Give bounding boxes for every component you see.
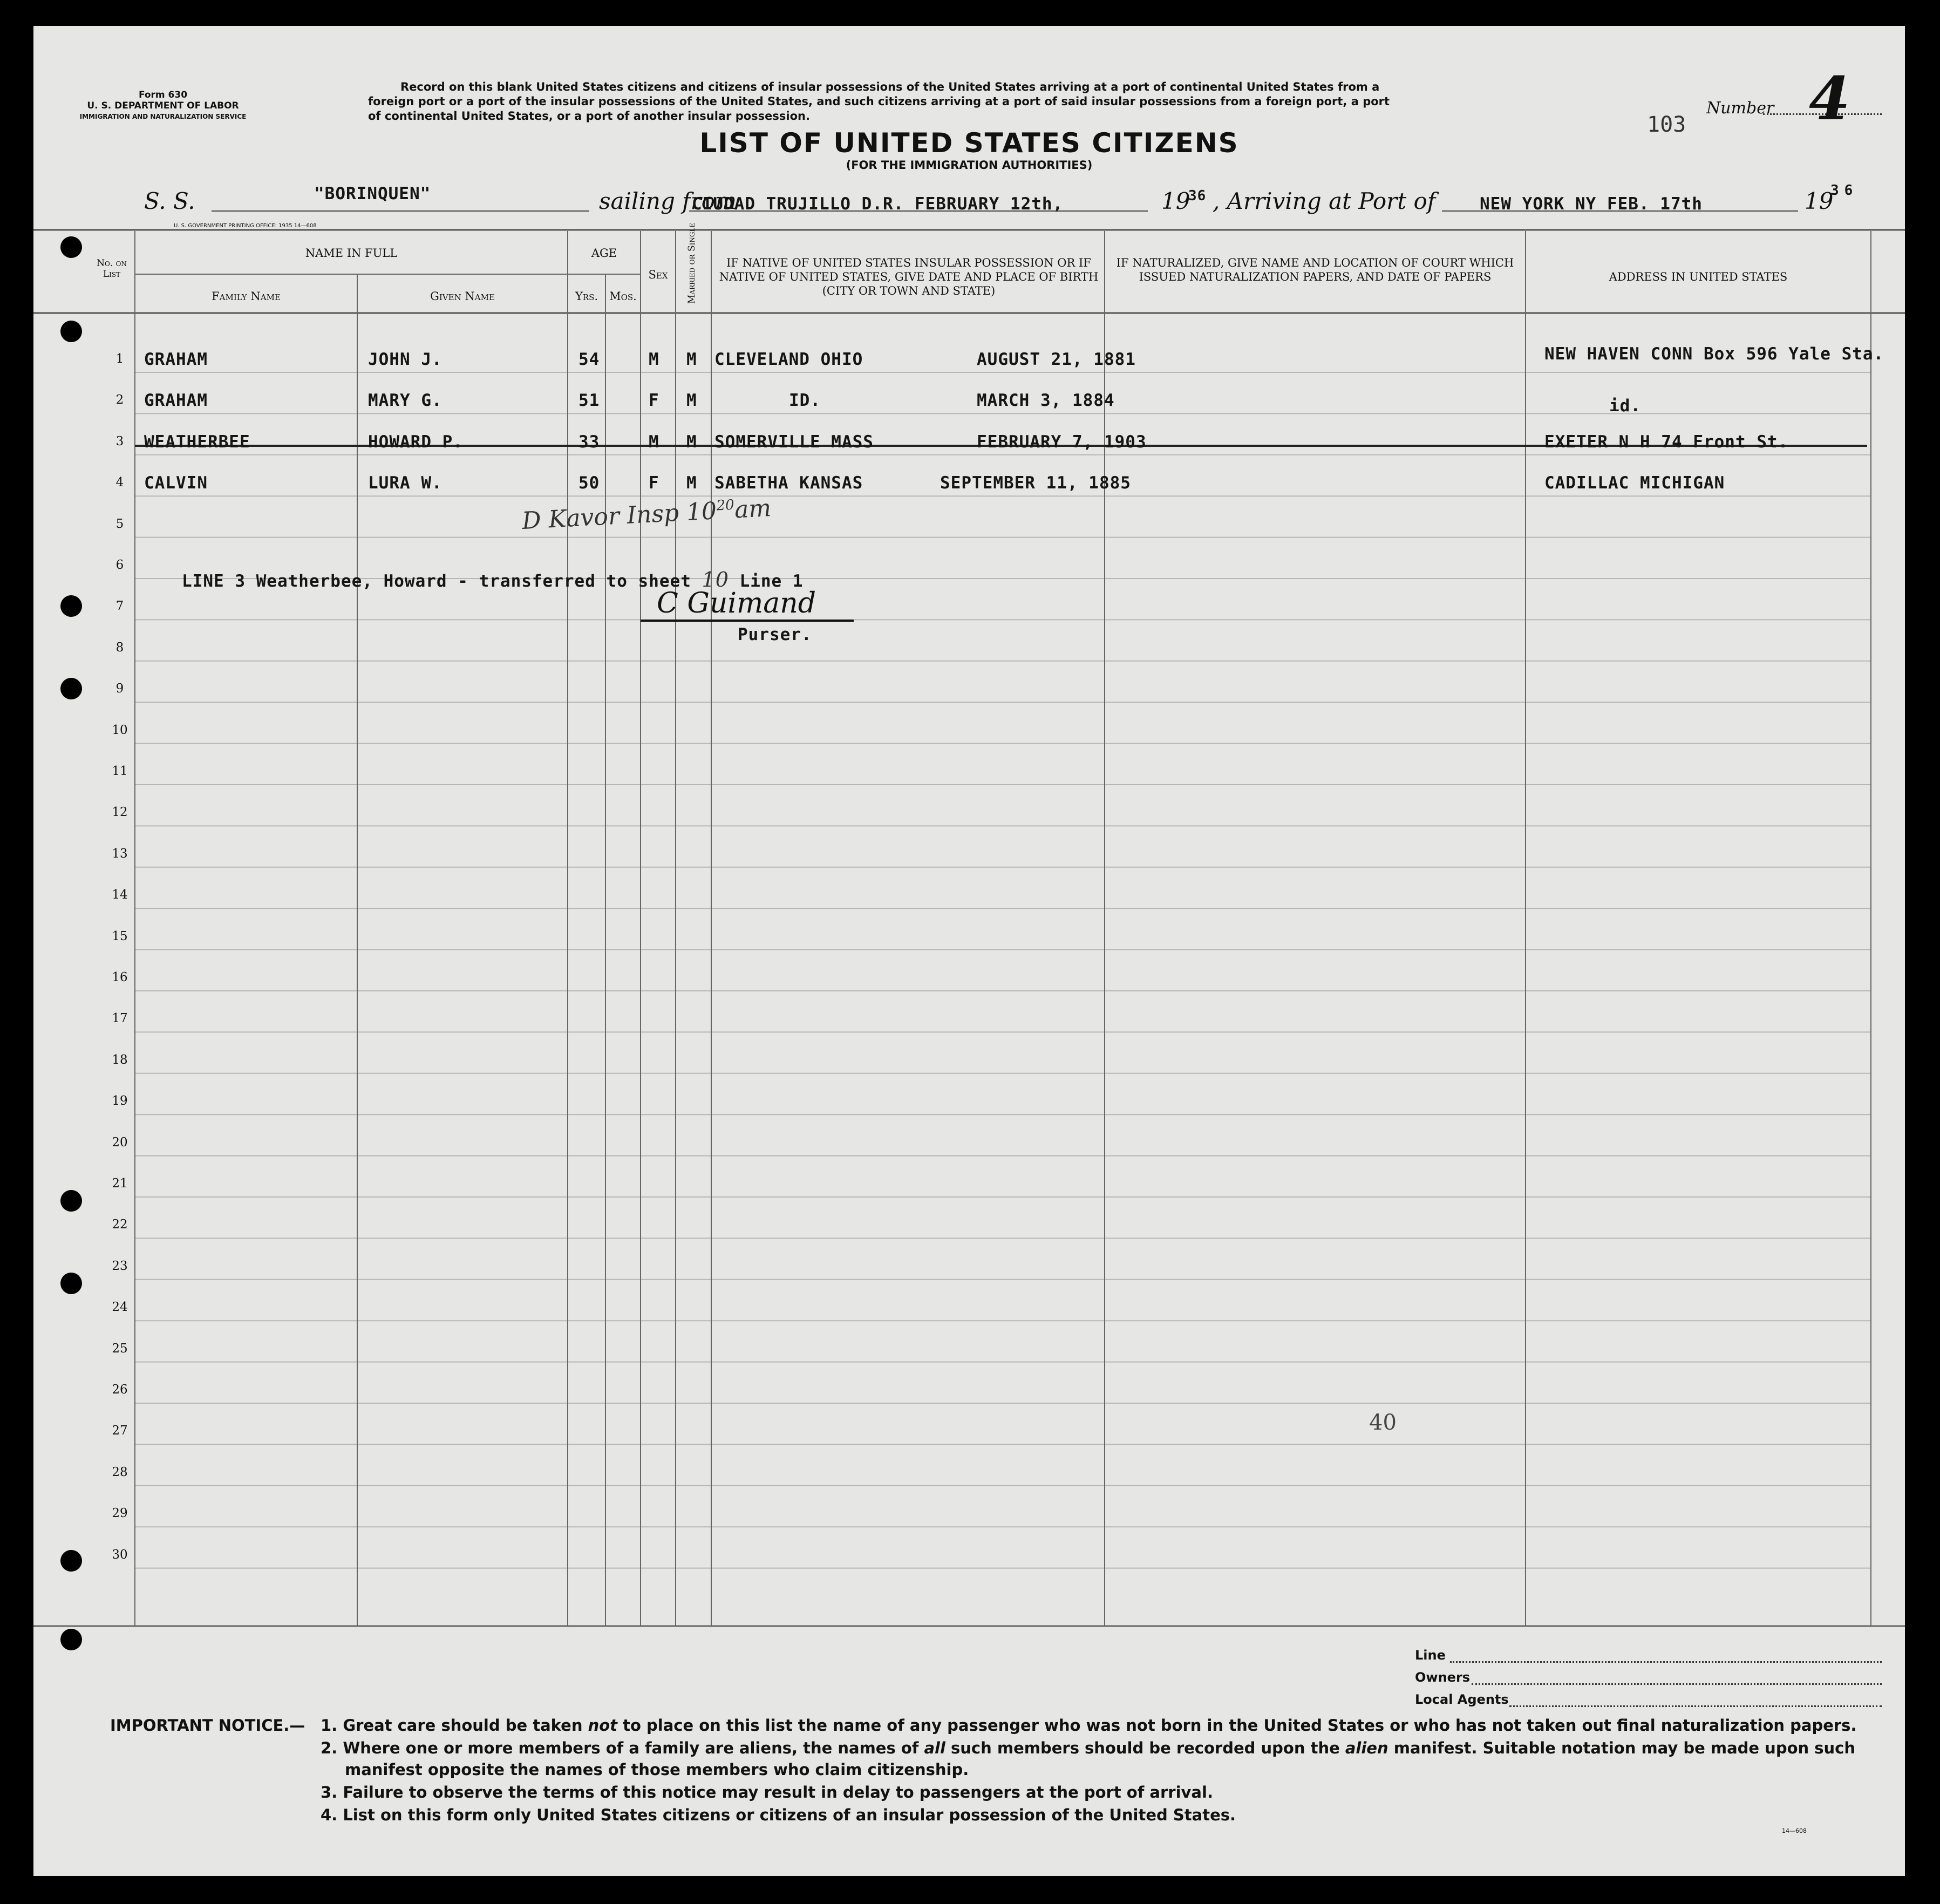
notice-2-em: all [924, 1739, 945, 1757]
cell-address: NEW HAVEN CONN Box 596 Yale Sta. [1544, 344, 1884, 364]
row-number: 26 [112, 1383, 128, 1397]
page-title: LIST OF UNITED STATES CITIZENS [699, 127, 1239, 159]
col-given-name: Given Name [430, 290, 495, 303]
arriving-label: , Arriving at Port of [1213, 188, 1436, 214]
cell-sex: F [649, 391, 659, 411]
row-number: 4 [115, 475, 124, 490]
row-number: 19 [112, 1094, 128, 1109]
printing-note: U. S. GOVERNMENT PRINTING OFFICE: 1935 14—608 [174, 223, 317, 229]
cell-birth-date: MARCH 3, 1884 [977, 391, 1115, 411]
row-number: 12 [112, 805, 128, 820]
signature: C Guimand [657, 587, 816, 620]
col-no: No. on List [97, 258, 127, 280]
arrival-port: NEW YORK NY FEB. 17th [1480, 194, 1703, 214]
transfer-sheet: 10 [702, 568, 729, 591]
service: IMMIGRATION AND NATURALIZATION SERVICE [79, 113, 247, 120]
notice-1-pre: Great care should be taken [343, 1716, 588, 1735]
cell-marital-status: M [686, 391, 697, 411]
instructions-line-1: Record on this blank United States citizens and citizens of insular possessions of the United States arriving at a port of continental United States from a [400, 80, 1380, 93]
cell-family-name: GRAHAM [144, 350, 208, 369]
field-agents-label: Local Agents [1415, 1692, 1509, 1707]
cell-family-name: WEATHERBEE [144, 432, 250, 452]
notice-item-2 [321, 1737, 1855, 1759]
ss-label: S. S. [144, 188, 195, 214]
cell-sex: F [649, 473, 659, 493]
cell-age-years: 33 [578, 432, 600, 452]
row-number: 29 [112, 1506, 128, 1521]
col-naturalized: IF NATURALIZED, GIVE NAME AND LOCATION OF COURT WHICH ISSUED NATURALIZATION PAPERS, AND DATE OF PAPERS [1116, 256, 1514, 283]
notice-2-no: 2. [321, 1739, 338, 1757]
row-number: 7 [115, 599, 124, 614]
form-code-bottom: 14—608 [1782, 1827, 1807, 1834]
col-family-name: Family Name [212, 290, 281, 303]
row-number: 30 [112, 1547, 128, 1562]
field-line-label: Line [1415, 1648, 1446, 1663]
col-address: ADDRESS IN UNITED STATES [1609, 270, 1788, 283]
cell-given-name: HOWARD P. [368, 432, 464, 452]
cell-marital-status: M [686, 432, 697, 452]
cell-birth-place: CLEVELAND OHIO [714, 350, 863, 369]
cell-birth-place: ID. [789, 391, 821, 411]
row-number: 21 [112, 1177, 128, 1191]
year1-prefix: 19 [1161, 188, 1190, 214]
year1: 36 [1188, 188, 1207, 204]
row-number: 1 [115, 352, 124, 366]
cell-given-name: JOHN J. [368, 350, 443, 369]
field-owners-label: Owners [1415, 1670, 1471, 1685]
field-line-blank [1450, 1661, 1882, 1663]
row-number: 6 [115, 558, 124, 572]
number-value: 4 [1809, 64, 1850, 133]
page-count: 40 [1369, 1410, 1397, 1435]
cell-birth-date: SEPTEMBER 11, 1885 [940, 473, 1131, 493]
col-sex: Sex [648, 268, 668, 281]
number-label: Number [1706, 99, 1774, 118]
manifest-sheet [33, 26, 1905, 1876]
row-number: 17 [112, 1011, 128, 1026]
col-married-single: Married or Single [686, 222, 697, 304]
notice-1-em: not [588, 1716, 618, 1735]
binder-hole [60, 678, 82, 699]
binder-hole [60, 1550, 82, 1572]
notice-item-3 [321, 1781, 1213, 1804]
inspector-time-suffix: am [733, 494, 772, 524]
row-number: 28 [112, 1465, 128, 1479]
cell-birth-place: SOMERVILLE MASS [714, 432, 874, 452]
field-agents-blank [1509, 1705, 1882, 1707]
row-number: 15 [112, 929, 128, 943]
row-number: 2 [115, 393, 124, 407]
row-number: 24 [112, 1300, 128, 1315]
instructions-line-3: of continental United States, or a port of another insular possession. [368, 110, 810, 123]
binder-hole [60, 236, 82, 258]
row-number: 23 [112, 1259, 128, 1273]
page-subtitle: (FOR THE IMMIGRATION AUTHORITIES) [846, 159, 1093, 172]
notice-4-no: 4. [321, 1806, 338, 1824]
row-number: 9 [115, 682, 124, 696]
instructions-line-2: foreign port or a port of the insular possessions of the United States, and such citizens arriving at a port of said insular possessions from a foreign port, a port [368, 95, 1390, 108]
notice-2-pre: Where one or more members of a family are aliens, the names of [343, 1739, 924, 1757]
notice-1-post: to place on this list the name of any passenger who was not born in the United States or who has not taken out final naturalization papers. [617, 1716, 1857, 1735]
row-number: 22 [112, 1218, 128, 1232]
row-number: 25 [112, 1341, 128, 1356]
col-mos: Mos. [609, 290, 637, 303]
cell-marital-status: M [686, 350, 697, 369]
binder-hole [60, 321, 82, 342]
row-number: 27 [112, 1424, 128, 1438]
binder-hole [60, 1273, 82, 1294]
cell-sex: M [649, 432, 659, 452]
signature-underline [641, 620, 854, 622]
notice-1-no: 1. [321, 1716, 338, 1735]
ship-name: "BORINQUEN" [314, 184, 431, 203]
notice-item-2-cont: manifest opposite the names of those members who claim citizenship. [345, 1760, 969, 1779]
cell-address: id. [1609, 396, 1641, 416]
cell-age-years: 54 [578, 350, 600, 369]
sailing-from: CIUDAD TRUJILLO D.R. FEBRUARY 12th, [692, 194, 1064, 214]
year2: 36 [1830, 182, 1859, 199]
row-number: 13 [112, 846, 128, 861]
transfer-line: Line 1 [739, 572, 804, 591]
binder-hole [60, 595, 82, 617]
transfer-note-text: LINE 3 Weatherbee, Howard - transferred to sheet [182, 572, 691, 591]
field-owners-blank [1472, 1683, 1882, 1685]
notice-item-1 [321, 1714, 1856, 1737]
cell-given-name: LURA W. [368, 473, 443, 493]
cell-address: CADILLAC MICHIGAN [1544, 473, 1725, 493]
row-number: 20 [112, 1135, 128, 1150]
cell-marital-status: M [686, 473, 697, 493]
col-birth: IF NATIVE OF UNITED STATES INSULAR POSSESSION OR IF NATIVE OF UNITED STATES, GIVE DATE AND PLACE OF BIRTH (CITY OR TOWN AND STATE) [719, 256, 1099, 297]
year2-prefix: 19 [1805, 188, 1834, 214]
cell-age-years: 51 [578, 391, 600, 411]
cell-age-years: 50 [578, 473, 600, 493]
binder-hole [60, 1190, 82, 1212]
inspector-time-sup: 20 [716, 497, 735, 514]
notice-2-post: manifest. Suitable notation may be made upon such [1388, 1739, 1855, 1757]
row-number: 3 [115, 434, 124, 448]
col-age: AGE [591, 247, 617, 260]
notice-4-text: List on this form only United States citizens or citizens of an insular possession of the United States. [343, 1806, 1236, 1824]
row-number: 14 [112, 888, 128, 902]
cell-family-name: GRAHAM [144, 391, 208, 411]
form-number: Form 630 [138, 90, 188, 100]
notice-2-mid: such members should be recorded upon the [945, 1739, 1345, 1757]
row-number: 11 [112, 764, 128, 778]
cell-birth-date: FEBRUARY 7, 1903 [977, 432, 1147, 452]
col-name-in-full: NAME IN FULL [305, 247, 398, 260]
cell-sex: M [649, 350, 659, 369]
binder-hole [60, 1629, 82, 1650]
notice-2-em2: alien [1345, 1739, 1388, 1757]
cell-birth-date: AUGUST 21, 1881 [977, 350, 1136, 369]
notice-3-text: Failure to observe the terms of this notice may result in delay to passengers at the port of arrival. [343, 1783, 1213, 1801]
notice-item-4 [321, 1804, 1236, 1826]
notice-3-no: 3. [321, 1783, 338, 1801]
row-number: 16 [112, 970, 128, 984]
row-number: 10 [112, 723, 128, 737]
row-number: 5 [115, 516, 124, 531]
inspector-text: D Kavor Insp 10 [521, 497, 718, 535]
sailing-label: sailing from [599, 188, 737, 214]
department: U. S. DEPARTMENT OF LABOR [87, 100, 239, 111]
row-number: 18 [112, 1052, 128, 1067]
row-number: 8 [115, 640, 124, 655]
cell-address: EXETER N H 74 Front St. [1544, 432, 1789, 452]
purser-label: Purser. [738, 625, 812, 644]
cell-family-name: CALVIN [144, 473, 208, 493]
notice-heading: IMPORTANT NOTICE.— [110, 1716, 305, 1735]
col-yrs: Yrs. [575, 290, 598, 303]
cell-given-name: MARY G. [368, 391, 443, 411]
cell-birth-place: SABETHA KANSAS [714, 473, 863, 493]
stamp-number: 103 [1647, 112, 1686, 137]
